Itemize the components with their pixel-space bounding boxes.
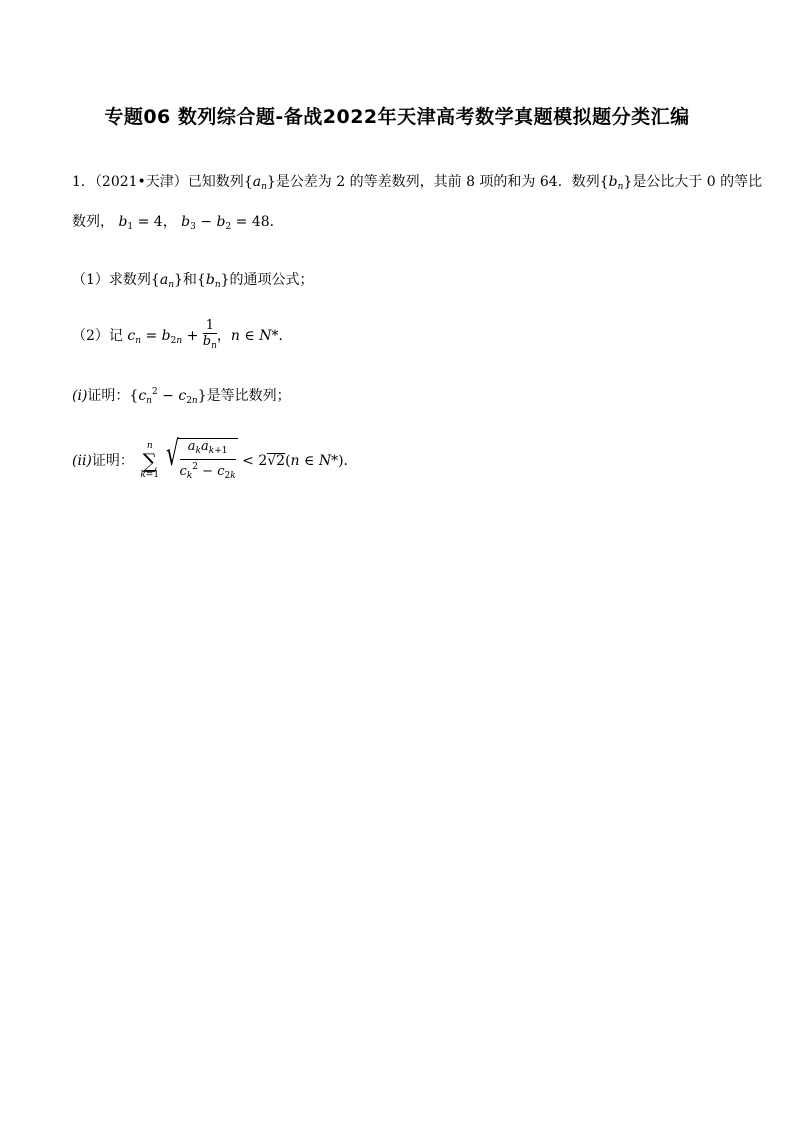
- part-1: （1）求数列$\{a_n\}$和$\{b_n\}$的通项公式；: [72, 272, 314, 290]
- problem-source: （2021•天津）: [94, 174, 188, 190]
- subpart-ii: (ii)证明： n ∑ k=1 √ $\frac{a_ka_{k+1}}{c_k^2 - c_{2k}}$ < 2√2(n ∈ N*)．: [72, 438, 358, 484]
- summation-symbol: n ∑ k=1: [140, 441, 160, 480]
- problem-stem-line-1: 1．（2021•天津）已知数列$\{a_n\}$是公差为 2 的等差数列，其前 8 项的和为 64．数列$\{b_n\}$是公比大于 0 的等比: [72, 174, 763, 192]
- part-text: 记: [108, 328, 123, 344]
- square-root: √ $\frac{a_ka_{k+1}}{c_k^2 - c_{2k}}$: [166, 438, 238, 484]
- math-text: = 4: [137, 214, 163, 230]
- fraction: $\frac{1}{b_n}$: [202, 318, 217, 351]
- stem-text: 是公比大于 0 的等比: [632, 174, 763, 190]
- stem-text: 已知数列: [187, 174, 244, 190]
- stem-text: 数列，: [72, 214, 114, 230]
- subpart-label: (i): [72, 388, 88, 404]
- subpart-text: ．: [343, 453, 358, 469]
- problem-stem-line-2: 数列， $b_1 = 4$， $b_3 - b_2 = 48$．: [72, 214, 284, 232]
- stem-text: 是公差为 2 的等差数列，其前 8 项的和为 64．数列: [275, 174, 600, 190]
- subpart-i: (i)证明：$\{c_n^2 - c_{2n}\}$是等比数列；: [72, 387, 291, 406]
- part-label: （1）: [72, 272, 109, 288]
- subpart-label: (ii): [72, 453, 92, 469]
- subpart-text: 证明：: [87, 388, 130, 404]
- subpart-text: 是等比数列；: [206, 388, 291, 404]
- part-text: ．: [278, 328, 293, 344]
- part-text: ，: [216, 328, 231, 344]
- part-2: （2）记 $c_n = b_{2n}$ + $\frac{1}{b_n}$ ，n ∈ N*．: [72, 318, 292, 358]
- page-title: 专题06 数列综合题-备战2022年天津高考数学真题模拟题分类汇编: [104, 106, 690, 128]
- math-text: = 48: [235, 214, 270, 230]
- part-text: 和: [182, 272, 197, 288]
- subpart-text: 证明：: [91, 453, 134, 469]
- problem-number: 1．: [72, 174, 95, 190]
- part-text: 求数列: [108, 272, 151, 288]
- part-label: （2）: [72, 328, 109, 344]
- part-text: 的通项公式；: [229, 272, 314, 288]
- math-text: < 2: [242, 453, 268, 469]
